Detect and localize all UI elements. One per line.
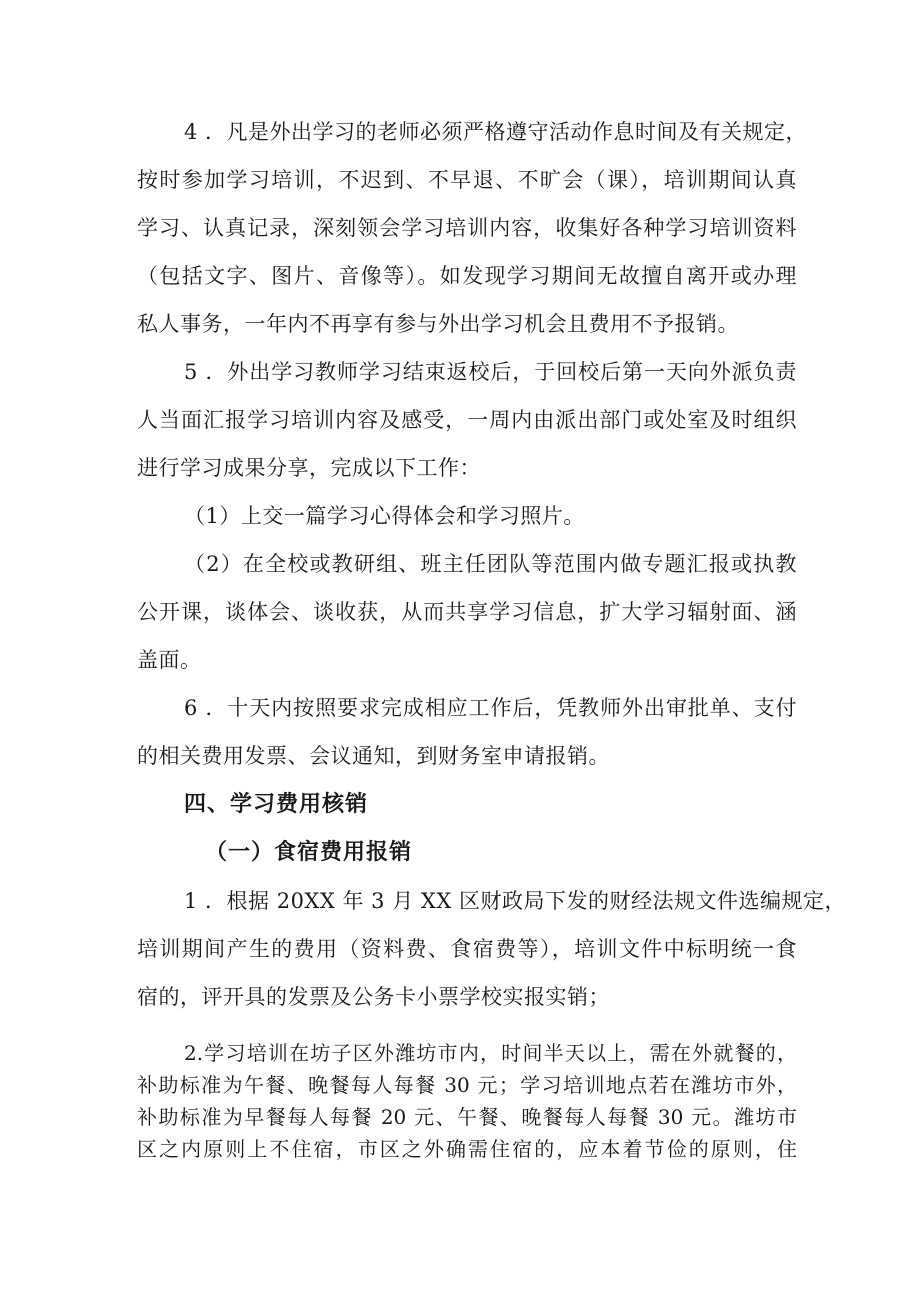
rule-1-line-1: 1 ．根据 20XX 年 3 月 XX 区财政局下发的财经法规文件选编规定， bbox=[184, 889, 846, 913]
item-4-line-1: 4 ．凡是外出学习的老师必须严格遵守活动作息时间及有关规定， bbox=[184, 120, 808, 144]
item-4-line-4: （包括文字、图片、音像等）。如发现学习期间无故擅自离开或办理 bbox=[137, 264, 797, 288]
item-6-line-1: 6 ．十天内按照要求完成相应工作后，凭教师外出审批单、支付 bbox=[184, 696, 797, 720]
item-5-line-1: 5 ．外出学习教师学习结束返校后，于回校后第一天向外派负责 bbox=[184, 360, 797, 384]
item-5-line-2: 人当面汇报学习培训内容及感受，一周内由派出部门或处室及时组织 bbox=[137, 408, 797, 432]
item-4-line-2: 按时参加学习培训，不迟到、不早退、不旷会（课），培训期间认真 bbox=[137, 168, 797, 192]
section-heading: 四、学习费用核销 bbox=[184, 792, 369, 817]
rule-1-line-3: 宿的，评开具的发票及公务卡小票学校实报实销； bbox=[137, 985, 610, 1009]
item-5-2-line-2: 公开课，谈体会、谈收获，从而共享学习信息，扩大学习辐射面、涵 bbox=[137, 600, 797, 624]
rule-1-line-2: 培训期间产生的费用（资料费、食宿费等），培训文件中标明统一食 bbox=[137, 937, 797, 961]
rule-2-line-3: 补助标准为早餐每人每餐 20 元、午餐、晚餐每人每餐 30 元。潍坊市 bbox=[137, 1105, 797, 1129]
item-5-2-line-3: 盖面。 bbox=[137, 648, 202, 672]
item-5-1-line-1: （1）上交一篇学习心得体会和学习照片。 bbox=[184, 504, 585, 528]
item-4-line-5: 私人事务，一年内不再享有参与外出学习机会且费用不予报销。 bbox=[137, 312, 739, 336]
rule-2-line-1: 2.学习培训在坊子区外潍坊市内，时间半天以上，需在外就餐的， bbox=[184, 1041, 797, 1065]
item-5-2-line-1: （2）在全校或教研组、班主任团队等范围内做专题汇报或执教 bbox=[184, 552, 797, 576]
subsection-heading: （一）食宿费用报销 bbox=[205, 840, 413, 865]
item-4-line-3: 学习、认真记录，深刻领会学习培训内容，收集好各种学习培训资料 bbox=[137, 216, 797, 240]
rule-2-line-2: 补助标准为午餐、晚餐每人每餐 30 元；学习培训地点若在潍坊市外， bbox=[137, 1073, 797, 1097]
item-6-line-2: 的相关费用发票、会议通知，到财务室申请报销。 bbox=[137, 744, 610, 768]
rule-2-line-4: 区之内原则上不住宿，市区之外确需住宿的，应本着节俭的原则，住 bbox=[137, 1137, 797, 1161]
item-5-line-3: 进行学习成果分享，完成以下工作： bbox=[137, 456, 481, 480]
